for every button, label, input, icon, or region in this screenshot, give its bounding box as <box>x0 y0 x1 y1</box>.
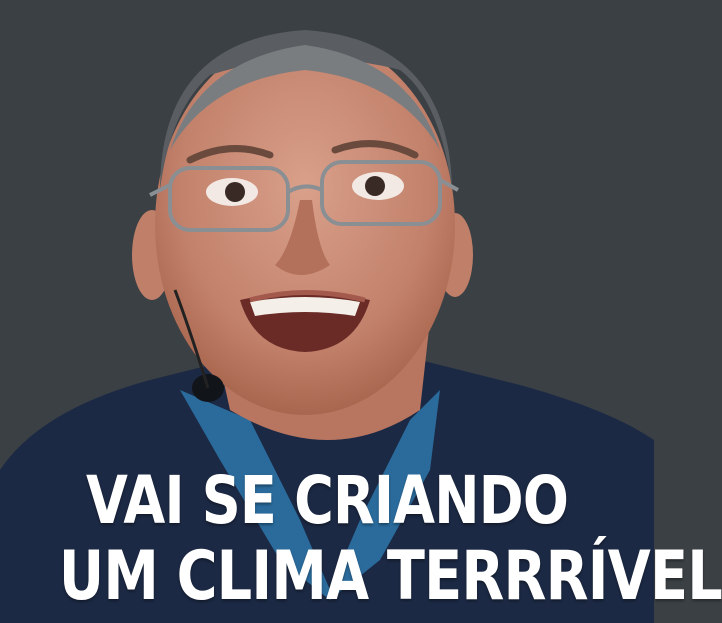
caption-line-2: UM CLIMA TERRRÍVEL <box>58 537 722 616</box>
caption-line-1: VAI SE CRIANDO <box>85 462 569 539</box>
